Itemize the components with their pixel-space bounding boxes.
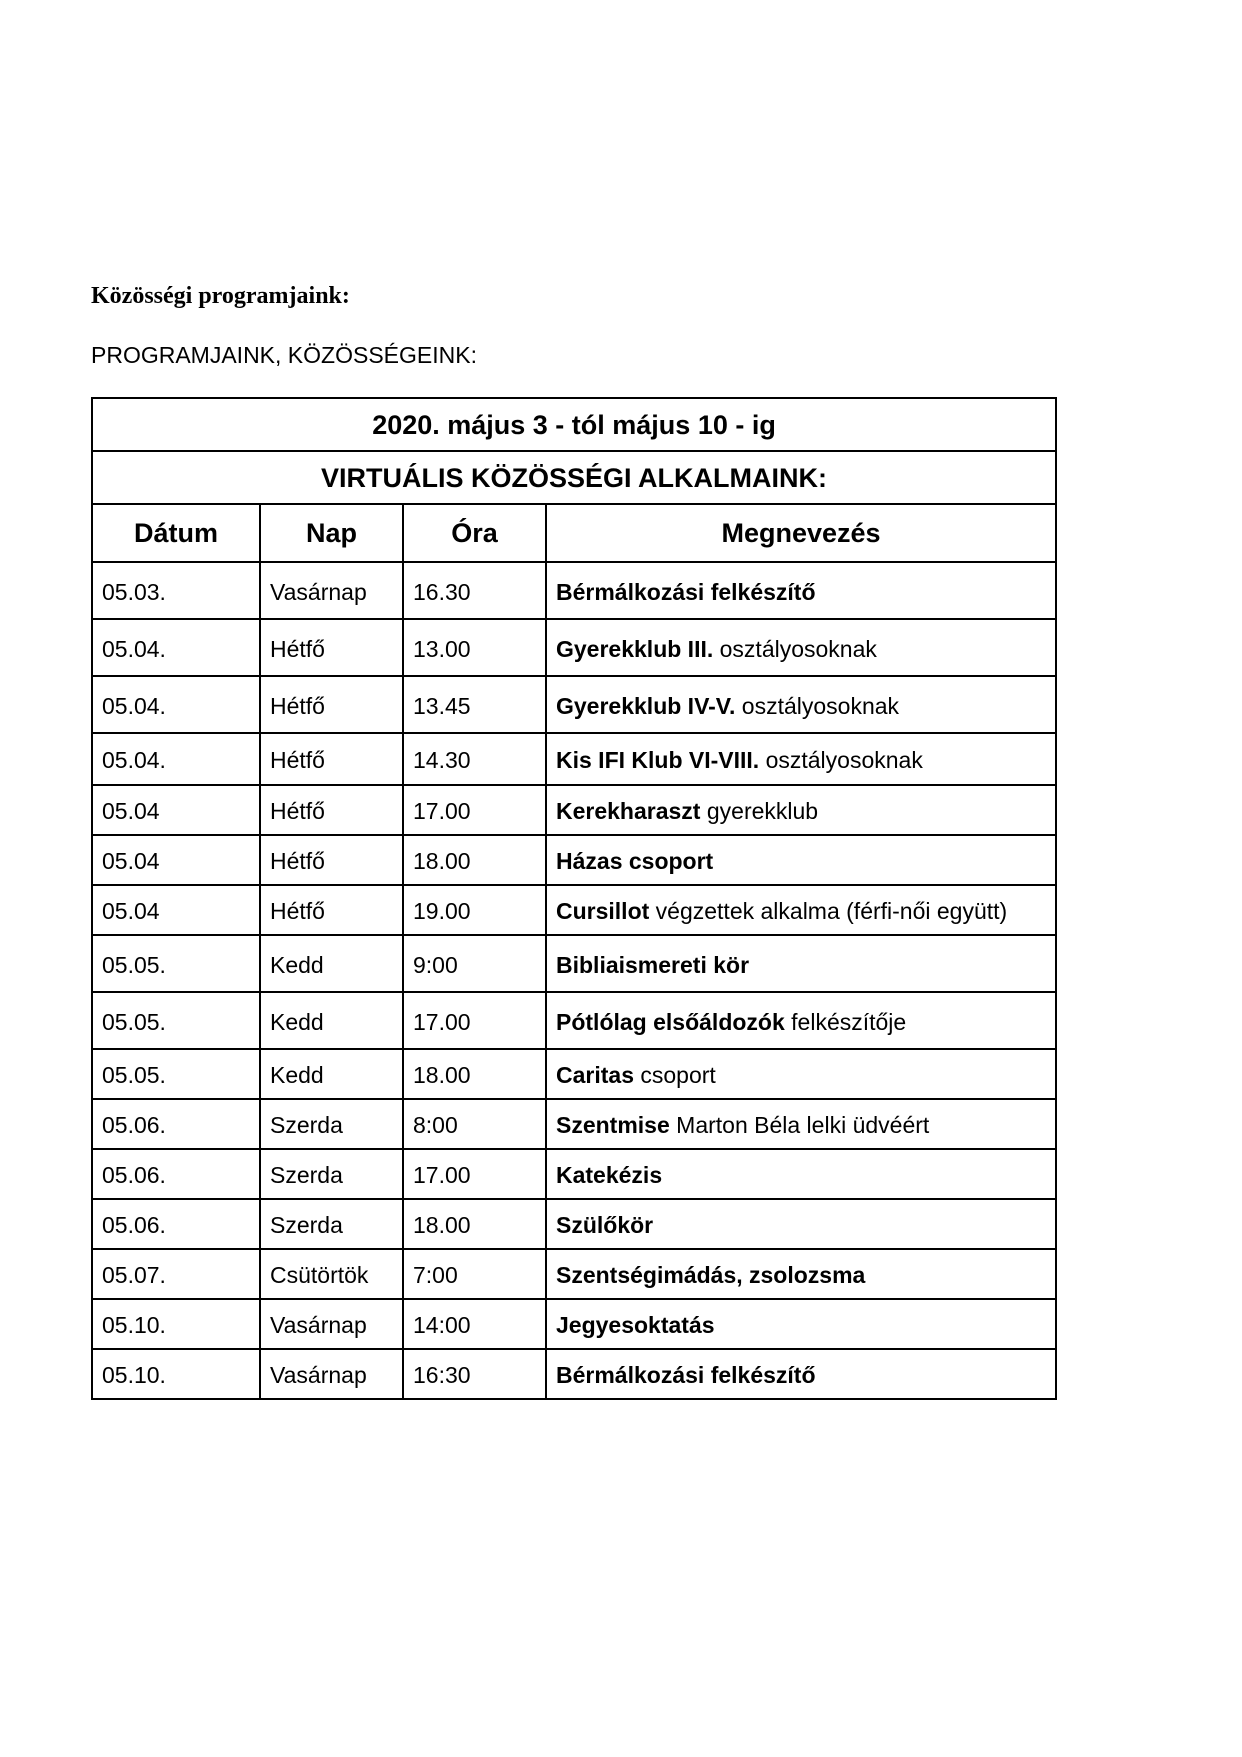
program-name-detail: osztályosoknak xyxy=(713,636,877,662)
program-name-bold: Bérmálkozási felkészítő xyxy=(556,579,816,605)
cell-day: Hétfő xyxy=(260,619,403,676)
table-header-row xyxy=(92,504,1056,562)
column-header-time: Óra xyxy=(403,504,546,562)
cell-time: 9:00 xyxy=(403,935,546,992)
table-row xyxy=(92,1249,1056,1299)
cell-date: 05.05. xyxy=(92,992,260,1049)
cell-time: 16.30 xyxy=(403,562,546,619)
cell-name xyxy=(546,785,1056,835)
table-row xyxy=(92,785,1056,835)
cell-time: 18.00 xyxy=(403,835,546,885)
cell-date: 05.06. xyxy=(92,1099,260,1149)
cell-name xyxy=(546,562,1056,619)
cell-date: 05.10. xyxy=(92,1299,260,1349)
cell-day: Vasárnap xyxy=(260,562,403,619)
cell-day: Szerda xyxy=(260,1099,403,1149)
cell-time: 17.00 xyxy=(403,1149,546,1199)
table-row xyxy=(92,619,1056,676)
cell-date: 05.04 xyxy=(92,885,260,935)
cell-time: 7:00 xyxy=(403,1249,546,1299)
cell-time: 17.00 xyxy=(403,785,546,835)
cell-name xyxy=(546,1299,1056,1349)
cell-date: 05.04. xyxy=(92,619,260,676)
table-row xyxy=(92,1349,1056,1399)
cell-day: Csütörtök xyxy=(260,1249,403,1299)
program-name-bold: Pótlólag elsőáldozók xyxy=(556,1009,785,1035)
cell-date: 05.04 xyxy=(92,835,260,885)
program-name-detail: Marton Béla lelki üdvéért xyxy=(669,1112,930,1138)
cell-name xyxy=(546,1099,1056,1149)
table-row xyxy=(92,992,1056,1049)
page-subheading: PROGRAMJAINK, KÖZÖSSÉGEINK: xyxy=(91,342,477,368)
table-title-row xyxy=(92,398,1056,451)
program-name-bold: Szentségimádás, zsolozsma xyxy=(556,1262,866,1288)
program-name-bold: Bibliaismereti kör xyxy=(556,952,750,978)
program-name-detail: gyerekklub xyxy=(700,798,819,824)
cell-time: 14.30 xyxy=(403,733,546,785)
cell-date: 05.04 xyxy=(92,785,260,835)
cell-name xyxy=(546,619,1056,676)
table-row xyxy=(92,885,1056,935)
table-row xyxy=(92,733,1056,785)
table-subtitle: VIRTUÁLIS KÖZÖSSÉGI ALKALMAINK: xyxy=(92,451,1056,504)
cell-time: 14:00 xyxy=(403,1299,546,1349)
program-name-bold: Gyerekklub IV-V. xyxy=(556,693,736,719)
cell-day: Hétfő xyxy=(260,785,403,835)
program-name-bold: Katekézis xyxy=(556,1162,663,1188)
page-heading: Közösségi programjaink: xyxy=(91,283,350,309)
cell-name xyxy=(546,1149,1056,1199)
cell-name xyxy=(546,835,1056,885)
program-name-bold: Bérmálkozási felkészítő xyxy=(556,1362,816,1388)
program-name-bold: Kerekharaszt xyxy=(556,798,701,824)
program-name-detail: végzettek alkalma (férfi-női együtt) xyxy=(649,898,1008,924)
program-name-bold: Cursillot xyxy=(556,898,650,924)
cell-time: 13.45 xyxy=(403,676,546,733)
table-row xyxy=(92,1299,1056,1349)
cell-day: Kedd xyxy=(260,992,403,1049)
cell-time: 19.00 xyxy=(403,885,546,935)
cell-name xyxy=(546,1049,1056,1099)
cell-day: Hétfő xyxy=(260,733,403,785)
cell-day: Hétfő xyxy=(260,885,403,935)
program-name-bold: Kis IFI Klub VI-VIII. xyxy=(556,747,760,773)
column-header-day: Nap xyxy=(260,504,403,562)
schedule-table xyxy=(91,397,1057,1400)
table-row xyxy=(92,1199,1056,1249)
cell-time: 18.00 xyxy=(403,1049,546,1099)
cell-day: Hétfő xyxy=(260,676,403,733)
cell-name xyxy=(546,1249,1056,1299)
cell-name xyxy=(546,676,1056,733)
cell-date: 05.06. xyxy=(92,1149,260,1199)
table-row xyxy=(92,1149,1056,1199)
cell-day: Vasárnap xyxy=(260,1349,403,1399)
cell-name xyxy=(546,1199,1056,1249)
column-header-date: Dátum xyxy=(92,504,260,562)
table-row xyxy=(92,1049,1056,1099)
cell-name xyxy=(546,935,1056,992)
program-name-bold: Jegyesoktatás xyxy=(556,1312,715,1338)
cell-day: Vasárnap xyxy=(260,1299,403,1349)
cell-date: 05.10. xyxy=(92,1349,260,1399)
table-row xyxy=(92,935,1056,992)
cell-time: 16:30 xyxy=(403,1349,546,1399)
program-name-bold: Caritas xyxy=(556,1062,634,1088)
cell-day: Szerda xyxy=(260,1199,403,1249)
cell-day: Szerda xyxy=(260,1149,403,1199)
cell-date: 05.05. xyxy=(92,935,260,992)
program-name-bold: Szülőkör xyxy=(556,1212,654,1238)
table-title: 2020. május 3 - tól május 10 - ig xyxy=(92,398,1056,451)
cell-name xyxy=(546,992,1056,1049)
cell-date: 05.04. xyxy=(92,676,260,733)
cell-day: Kedd xyxy=(260,1049,403,1099)
table-row xyxy=(92,1099,1056,1149)
program-name-detail: felkészítője xyxy=(784,1009,907,1035)
cell-date: 05.05. xyxy=(92,1049,260,1099)
cell-date: 05.07. xyxy=(92,1249,260,1299)
cell-date: 05.04. xyxy=(92,733,260,785)
cell-time: 8:00 xyxy=(403,1099,546,1149)
table-row xyxy=(92,676,1056,733)
cell-day: Kedd xyxy=(260,935,403,992)
table-subtitle-row xyxy=(92,451,1056,504)
program-name-detail: csoport xyxy=(633,1062,716,1088)
column-header-name: Megnevezés xyxy=(546,504,1056,562)
cell-name xyxy=(546,1349,1056,1399)
cell-time: 17.00 xyxy=(403,992,546,1049)
program-name-bold: Házas csoport xyxy=(556,848,714,874)
cell-day: Hétfő xyxy=(260,835,403,885)
table-row xyxy=(92,562,1056,619)
program-name-detail: osztályosoknak xyxy=(735,693,900,719)
cell-name xyxy=(546,733,1056,785)
cell-date: 05.03. xyxy=(92,562,260,619)
cell-name xyxy=(546,885,1056,935)
program-name-detail: osztályosoknak xyxy=(759,747,923,773)
cell-date: 05.06. xyxy=(92,1199,260,1249)
cell-time: 13.00 xyxy=(403,619,546,676)
program-name-bold: Gyerekklub III. xyxy=(556,636,714,662)
cell-time: 18.00 xyxy=(403,1199,546,1249)
table-row xyxy=(92,835,1056,885)
program-name-bold: Szentmise xyxy=(556,1112,670,1138)
